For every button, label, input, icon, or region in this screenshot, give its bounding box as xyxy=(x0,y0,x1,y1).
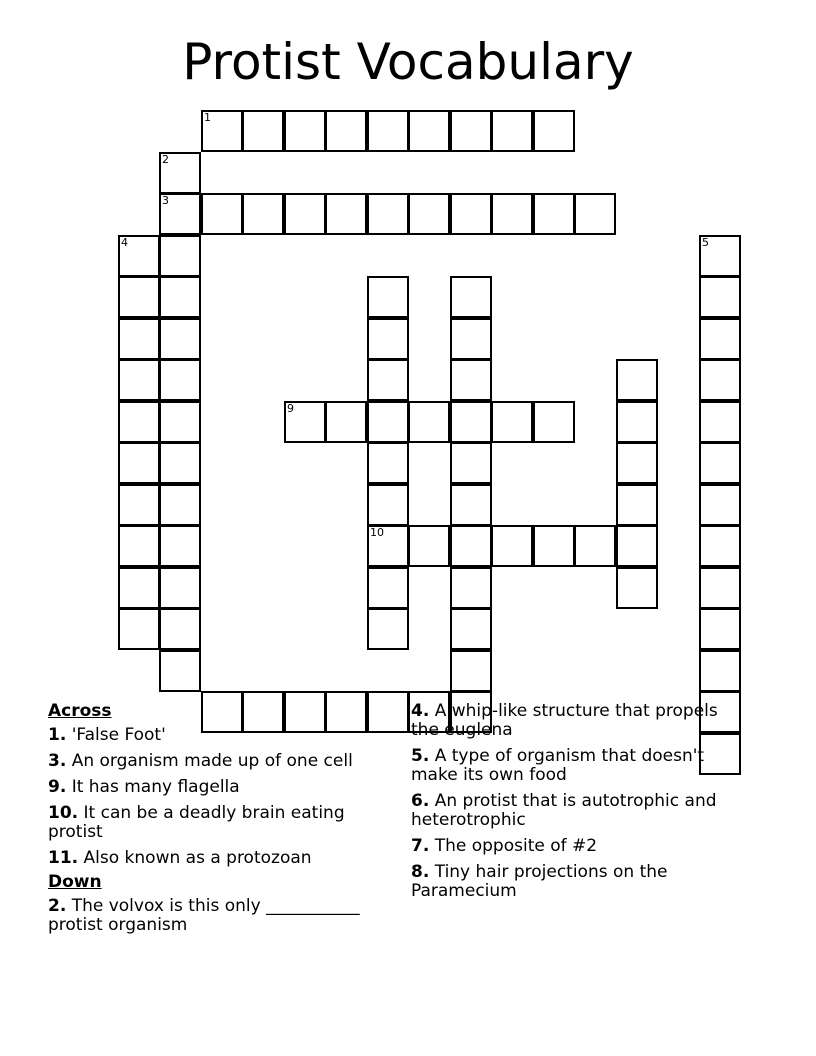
grid-cell[interactable] xyxy=(533,401,575,443)
grid-cell[interactable] xyxy=(408,401,450,443)
clue-number-label: 9 xyxy=(287,402,294,415)
grid-cell[interactable] xyxy=(118,359,160,401)
grid-cell[interactable] xyxy=(367,401,409,443)
grid-cell[interactable] xyxy=(325,110,367,152)
clue-item xyxy=(48,778,388,797)
grid-cell[interactable] xyxy=(118,608,160,650)
clue-number: 6. xyxy=(411,791,430,811)
grid-cell[interactable] xyxy=(533,525,575,567)
grid-cell[interactable] xyxy=(616,567,658,609)
clue-number: 2. xyxy=(48,896,67,916)
grid-cell[interactable] xyxy=(118,235,160,277)
grid-cell[interactable] xyxy=(533,110,575,152)
across-clue-list xyxy=(48,726,388,868)
clue-number: 8. xyxy=(411,862,430,882)
grid-cell[interactable] xyxy=(367,359,409,401)
grid-cell[interactable] xyxy=(367,525,409,567)
grid-cell[interactable] xyxy=(699,401,741,443)
clue-text: Also known as a protozoan xyxy=(83,848,312,868)
grid-cell[interactable] xyxy=(118,567,160,609)
grid-cell[interactable] xyxy=(491,525,533,567)
clue-text: An organism made up of one cell xyxy=(71,751,353,771)
grid-cell[interactable] xyxy=(284,193,326,235)
grid-cell[interactable] xyxy=(201,193,243,235)
grid-cell[interactable] xyxy=(699,276,741,318)
grid-cell[interactable] xyxy=(450,193,492,235)
grid-cell[interactable] xyxy=(699,567,741,609)
across-heading: Across xyxy=(48,701,112,721)
grid-cell[interactable] xyxy=(699,525,741,567)
grid-cell[interactable] xyxy=(284,401,326,443)
clue-text: A type of organism that doesn't make its own food xyxy=(411,746,705,785)
grid-cell[interactable] xyxy=(699,359,741,401)
down-clue-list xyxy=(48,897,388,935)
clue-item xyxy=(411,837,751,856)
grid-cell[interactable] xyxy=(118,318,160,360)
grid-cell[interactable] xyxy=(408,110,450,152)
grid-cell[interactable] xyxy=(450,484,492,526)
grid-cell[interactable] xyxy=(367,318,409,360)
grid-cell[interactable] xyxy=(574,525,616,567)
grid-cell[interactable] xyxy=(159,567,201,609)
clue-number: 5. xyxy=(411,746,430,766)
grid-cell[interactable] xyxy=(408,525,450,567)
clue-number: 7. xyxy=(411,836,430,856)
grid-cell[interactable] xyxy=(450,608,492,650)
grid-cell[interactable] xyxy=(699,318,741,360)
grid-cell[interactable] xyxy=(450,525,492,567)
clue-number: 3. xyxy=(48,751,67,771)
clue-text: A whip-like structure that propels the euglena xyxy=(411,701,718,740)
grid-cell[interactable] xyxy=(159,152,201,194)
clue-number: 10. xyxy=(48,803,79,823)
grid-cell[interactable] xyxy=(242,110,284,152)
clue-number-label: 1 xyxy=(204,111,211,124)
grid-cell[interactable] xyxy=(699,650,741,692)
grid-cell[interactable] xyxy=(616,359,658,401)
clue-number-label: 2 xyxy=(162,153,169,166)
clue-number-label: 10 xyxy=(370,526,384,539)
clues-right-column xyxy=(411,702,751,908)
clue-item xyxy=(48,726,388,745)
grid-cell[interactable] xyxy=(533,193,575,235)
clue-item xyxy=(411,863,751,901)
grid-cell[interactable] xyxy=(284,110,326,152)
clue-text: 'False Foot' xyxy=(71,725,166,745)
grid-cell[interactable] xyxy=(699,608,741,650)
clue-item xyxy=(411,792,751,830)
grid-cell[interactable] xyxy=(367,484,409,526)
grid-cell[interactable] xyxy=(367,608,409,650)
clue-number: 11. xyxy=(48,848,79,868)
grid-cell[interactable] xyxy=(242,193,284,235)
grid-cell[interactable] xyxy=(159,525,201,567)
grid-cell[interactable] xyxy=(491,193,533,235)
clue-number: 9. xyxy=(48,777,67,797)
grid-cell[interactable] xyxy=(159,608,201,650)
clue-item xyxy=(411,702,751,740)
grid-cell[interactable] xyxy=(450,401,492,443)
grid-cell[interactable] xyxy=(367,110,409,152)
clue-number-label: 3 xyxy=(162,194,169,207)
grid-cell[interactable] xyxy=(159,484,201,526)
grid-cell[interactable] xyxy=(574,193,616,235)
clue-text: The volvox is this only ___________ protist organism xyxy=(48,896,360,935)
grid-cell[interactable] xyxy=(450,318,492,360)
grid-cell[interactable] xyxy=(159,193,201,235)
grid-cell[interactable] xyxy=(450,359,492,401)
grid-cell[interactable] xyxy=(201,110,243,152)
grid-cell[interactable] xyxy=(367,567,409,609)
grid-cell[interactable] xyxy=(616,525,658,567)
grid-cell[interactable] xyxy=(159,359,201,401)
grid-cell[interactable] xyxy=(118,276,160,318)
clue-text: The opposite of #2 xyxy=(434,836,598,856)
grid-cell[interactable] xyxy=(491,110,533,152)
clue-text: It has many flagella xyxy=(71,777,240,797)
grid-cell[interactable] xyxy=(118,484,160,526)
grid-cell[interactable] xyxy=(159,276,201,318)
clue-number: 4. xyxy=(411,701,430,721)
grid-cell[interactable] xyxy=(325,193,367,235)
clues-left-column xyxy=(48,702,388,942)
grid-cell[interactable] xyxy=(699,484,741,526)
grid-cell[interactable] xyxy=(450,276,492,318)
clue-number-label: 4 xyxy=(121,236,128,249)
clue-item xyxy=(48,849,388,868)
grid-cell[interactable] xyxy=(159,235,201,277)
grid-cell[interactable] xyxy=(699,235,741,277)
grid-cell[interactable] xyxy=(367,442,409,484)
grid-cell[interactable] xyxy=(159,318,201,360)
clue-number: 1. xyxy=(48,725,67,745)
clue-item xyxy=(48,804,388,842)
clue-text: It can be a deadly brain eating protist xyxy=(48,803,345,842)
grid-cell[interactable] xyxy=(450,110,492,152)
down-heading: Down xyxy=(48,872,102,892)
grid-cell[interactable] xyxy=(616,442,658,484)
grid-cell[interactable] xyxy=(491,401,533,443)
grid-cell[interactable] xyxy=(159,401,201,443)
clue-item xyxy=(48,897,388,935)
clue-text: Tiny hair projections on the Paramecium xyxy=(411,862,668,901)
grid-cell[interactable] xyxy=(367,276,409,318)
grid-cell[interactable] xyxy=(616,401,658,443)
grid-cell[interactable] xyxy=(450,650,492,692)
clue-item xyxy=(411,747,751,785)
grid-cell[interactable] xyxy=(325,401,367,443)
clue-item xyxy=(48,752,388,771)
grid-cell[interactable] xyxy=(118,442,160,484)
grid-cell[interactable] xyxy=(159,650,201,692)
clue-number-label: 5 xyxy=(702,236,709,249)
down-clue-list-continued xyxy=(411,702,751,901)
grid-cell[interactable] xyxy=(159,442,201,484)
clue-text: An protist that is autotrophic and heterotrophic xyxy=(411,791,717,830)
grid-cell[interactable] xyxy=(367,193,409,235)
grid-cell[interactable] xyxy=(450,567,492,609)
grid-cell[interactable] xyxy=(118,401,160,443)
grid-cell[interactable] xyxy=(616,484,658,526)
grid-cell[interactable] xyxy=(408,193,450,235)
grid-cell[interactable] xyxy=(118,525,160,567)
grid-cell[interactable] xyxy=(450,442,492,484)
grid-cell[interactable] xyxy=(699,442,741,484)
page-title: Protist Vocabulary xyxy=(182,33,634,91)
